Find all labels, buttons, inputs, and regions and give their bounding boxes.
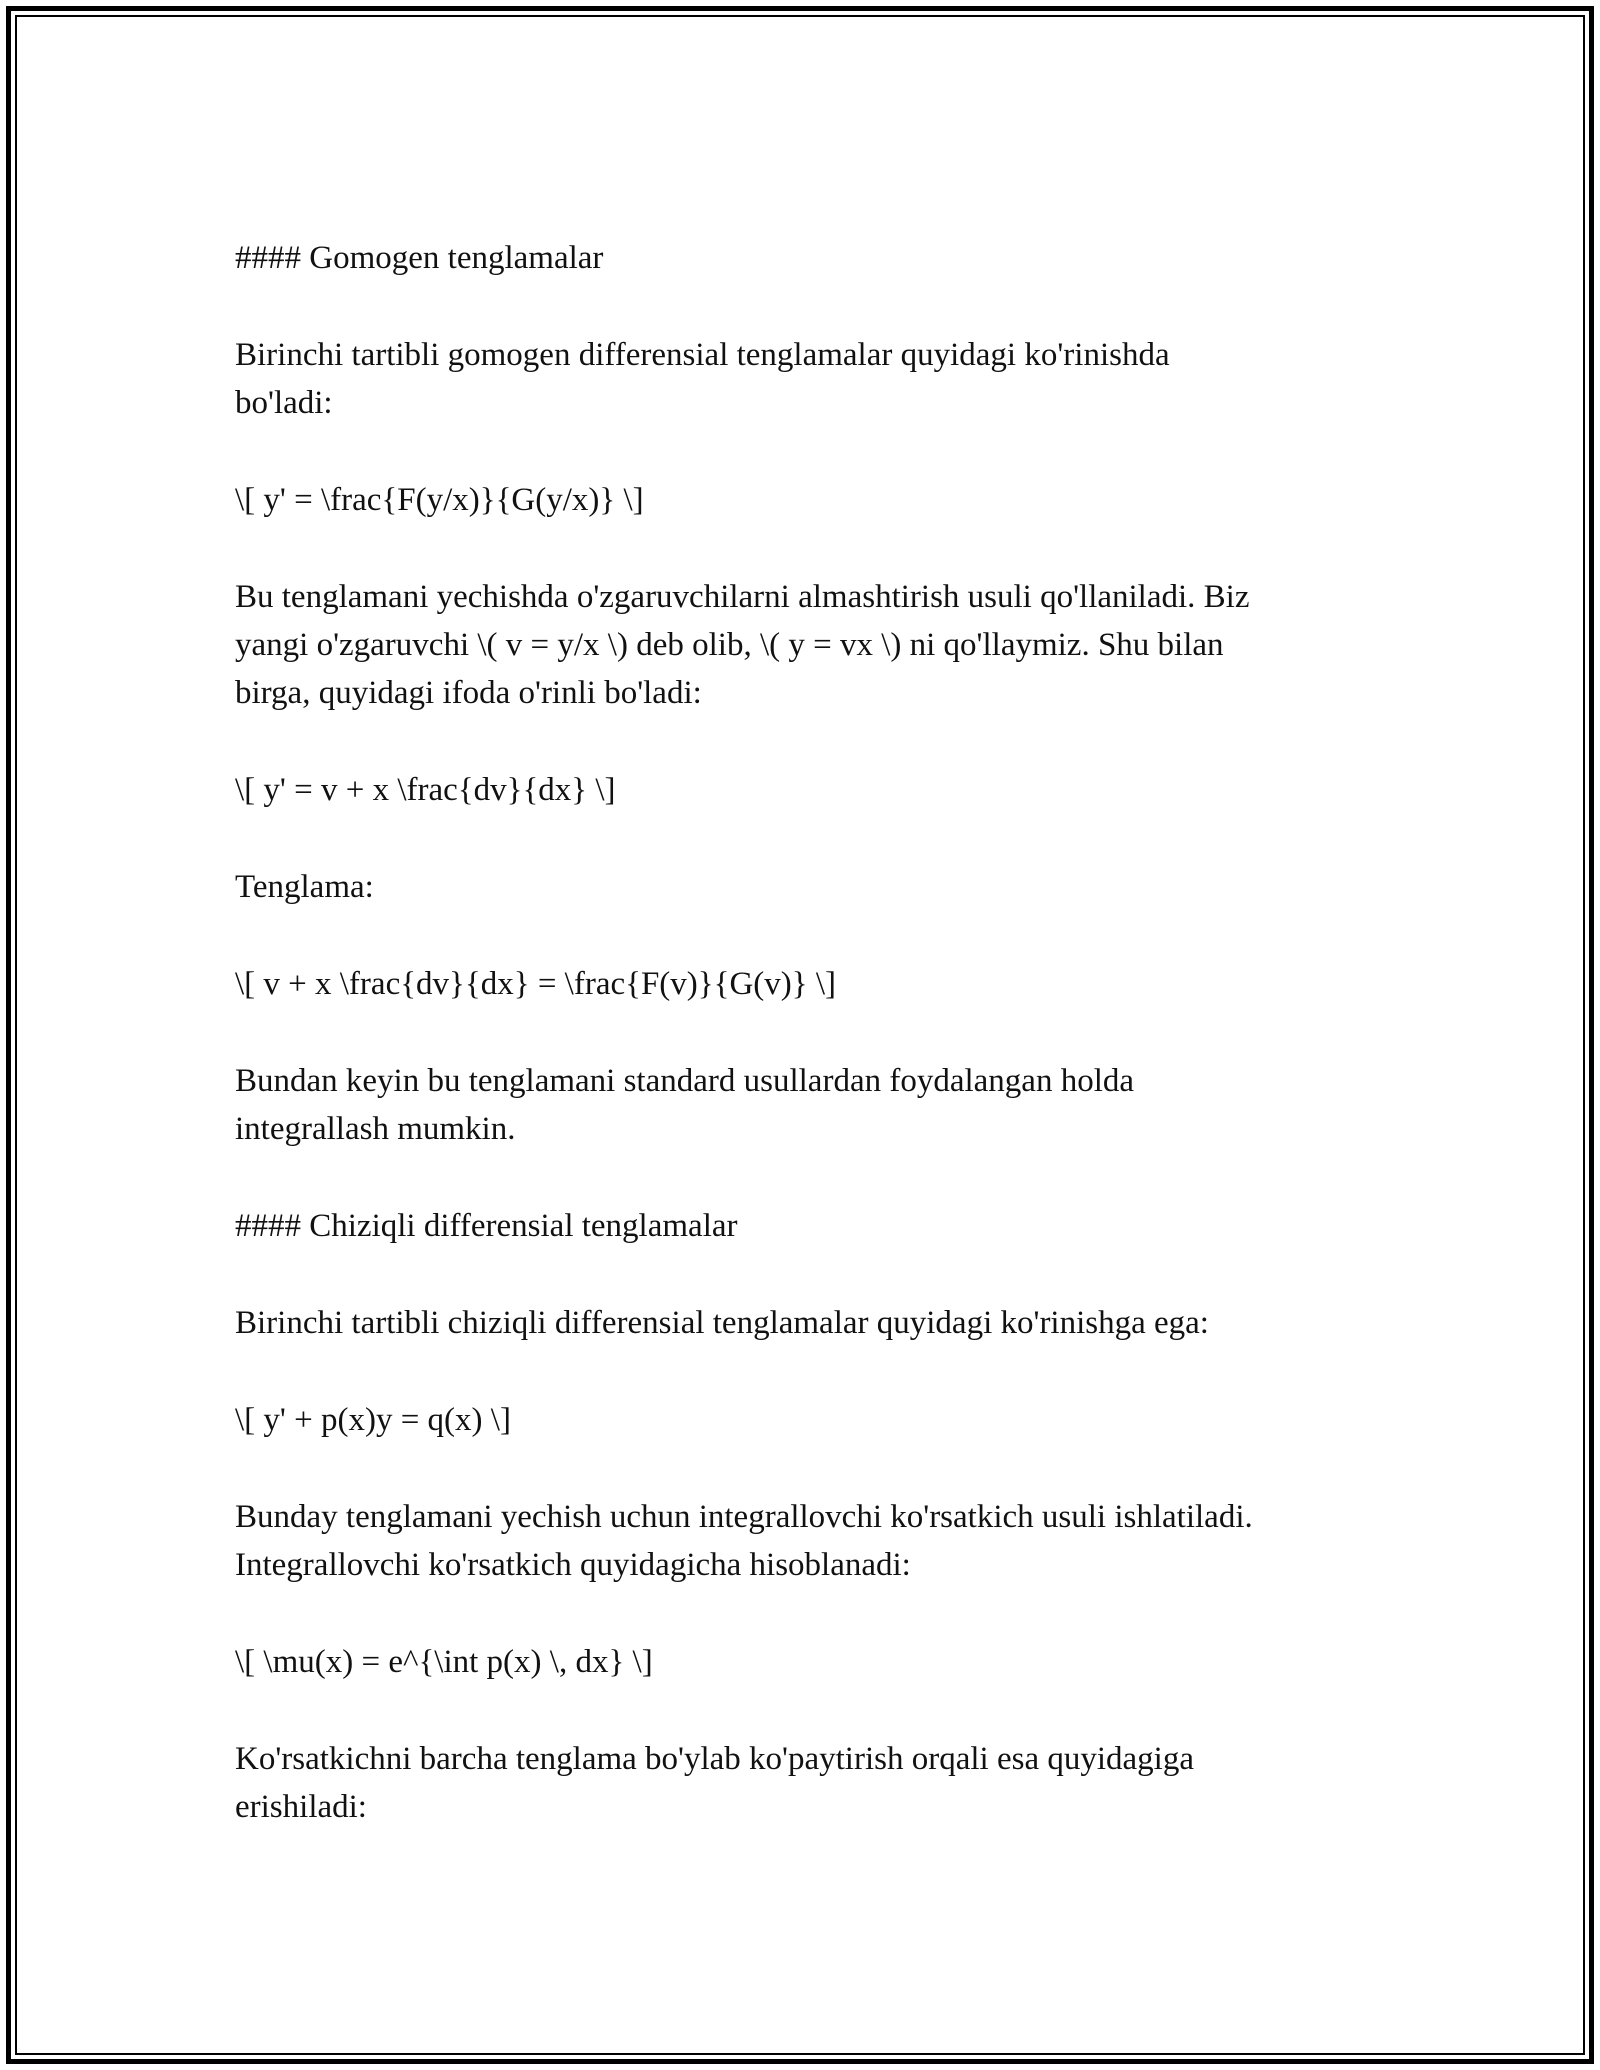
formula-linear-equation: \[ y' + p(x)y = q(x) \] <box>235 1402 511 1438</box>
formula-substituted-equation: \[ v + x \frac{dv}{dx} = \frac{F(v)}{G(v)} \] <box>235 966 837 1002</box>
paragraph-substitution-method: Bu tenglamani yechishda o'zgaruvchilarni almashtirish usuli qo'llaniladi. Biz yangi o'zgaruvchi \( v = y/x \) deb olib, \( y = vx \) ni qo'llaymiz. Shu bilan birga, quyidagi ifoda o'rinli bo'ladi: <box>235 579 1250 711</box>
paragraph-linear-definition: Birinchi tartibli chiziqli differensial tenglamalar quyidagi ko'rinishga ega: <box>235 1305 1209 1341</box>
paragraph-integrating-factor-method: Bunday tenglamani yechish uchun integrallovchi ko'rsatkich usuli ishlatiladi. Integrallovchi ko'rsatkich quyidagicha hisoblanadi: <box>235 1499 1253 1583</box>
formula-derivative-substitution: \[ y' = v + x \frac{dv}{dx} \] <box>235 772 616 808</box>
formula-integrating-factor: \[ \mu(x) = e^{\int p(x) \, dx} \] <box>235 1644 653 1680</box>
paragraph-homogeneous-definition: Birinchi tartibli gomogen differensial tenglamalar quyidagi ko'rinishda bo'ladi: <box>235 337 1170 421</box>
document-body <box>235 234 1385 1831</box>
paragraph-multiplication-result: Ko'rsatkichni barcha tenglama bo'ylab ko'paytirish orqali esa quyidagiga erishiladi: <box>235 1741 1194 1825</box>
paragraph-equation-label: Tenglama: <box>235 869 374 905</box>
paragraph-integration-note: Bundan keyin bu tenglamani standard usullardan foydalangan holda integrallash mumkin. <box>235 1063 1135 1147</box>
section-heading-homogeneous: #### Gomogen tenglamalar <box>235 240 604 276</box>
section-heading-linear: #### Chiziqli differensial tenglamalar <box>235 1208 738 1244</box>
formula-homogeneous-equation: \[ y' = \frac{F(y/x)}{G(y/x)} \] <box>235 482 644 518</box>
